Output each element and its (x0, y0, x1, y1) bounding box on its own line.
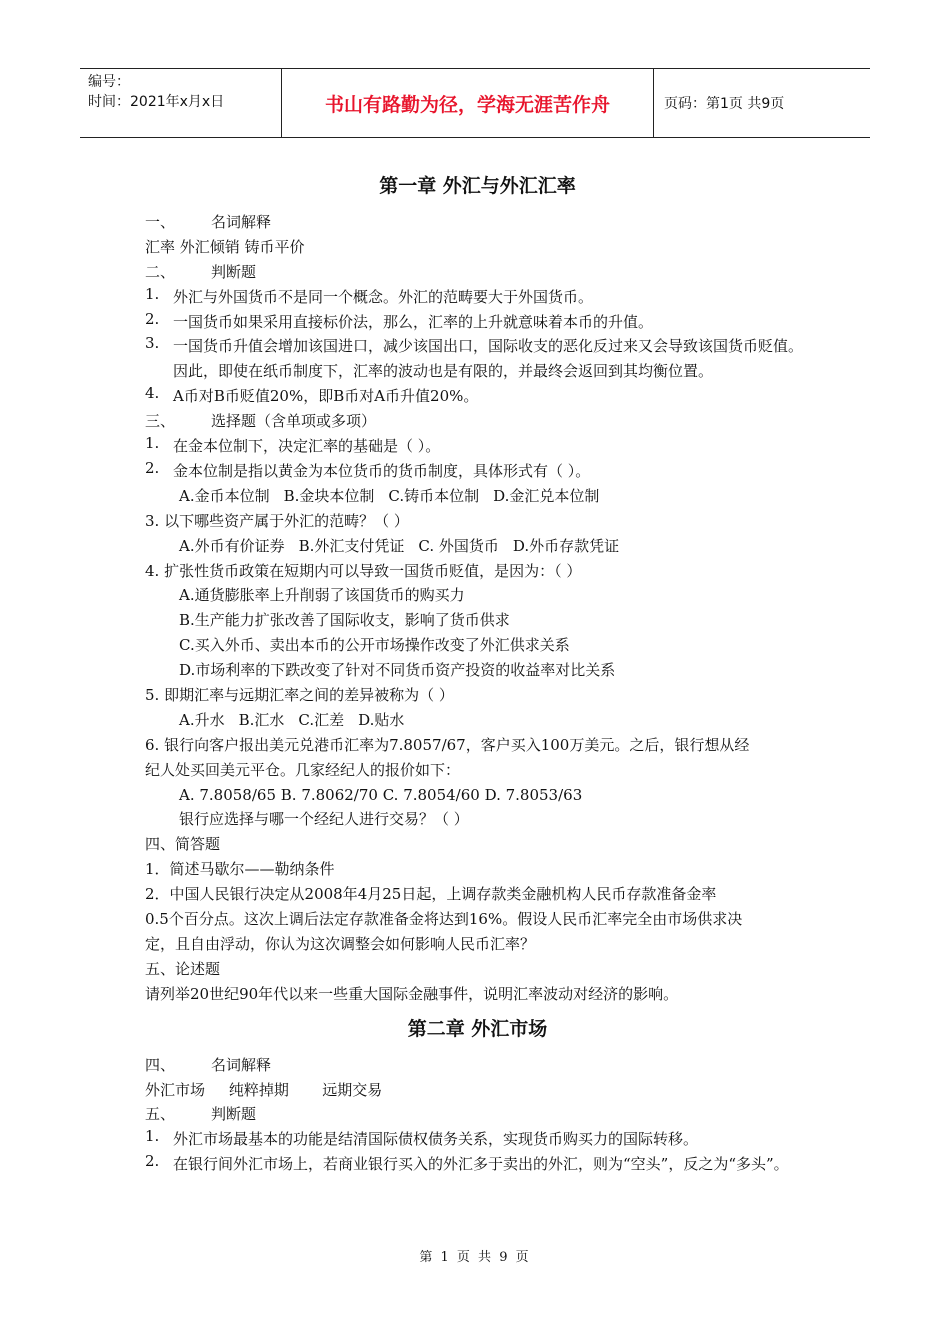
choice-item: 3. 以下哪些资产属于外汇的范畴？（ ） (145, 511, 409, 530)
choice-options: A.外币有价证券 B.外汇支付凭证 C. 外国货币 D.外币存款凭证 (179, 536, 620, 555)
short-answer-item: 2．中国人民银行决定从2008年4月25日起，上调存款类金融机构人民币存款准备金率 (145, 885, 717, 904)
judge-item: 2. 一国货币如果采用直接标价法，那么，汇率的上升就意味着本币的升值。 (145, 309, 654, 331)
time-label: 时间：2021年x月x日 (88, 94, 225, 110)
chapter2-title: 第二章 外汇市场 (407, 1017, 548, 1040)
section-heading: 三、 选择题（含单项或多项） (145, 412, 377, 431)
short-answer-cont: 0.5个百分点。这次上调后法定存款准备金将达到16%。假设人民币汇率完全由市场供求决 (145, 910, 743, 929)
choice-option: A.通货膨胀率上升削弱了该国货币的购买力 (179, 586, 465, 605)
section-heading: 二、 判断题 (145, 262, 257, 281)
essay-item: 请列举20世纪90年代以来一些重大国际金融事件，说明汇率波动对经济的影响。 (145, 984, 679, 1003)
short-answer-item: 1．简述马歇尔——勒纳条件 (145, 860, 335, 879)
header-meta (80, 69, 282, 137)
judge-item: 4. A币对B币贬值20%，即B币对A币升值20%。 (145, 384, 479, 406)
choice-item: 1. 在金本位制下，决定汇率的基础是（ ）。 (145, 434, 441, 456)
choice-option: B.生产能力扩张改善了国际收支，影响了货币供求 (179, 611, 510, 630)
terms: 汇率 外汇倾销 铸币平价 (145, 237, 305, 256)
section-heading: 五、 判断题 (145, 1105, 257, 1124)
motto: 书山有路勤为径，学海无涯苦作舟 (282, 69, 654, 137)
judge-item: 1. 外汇与外国货币不是同一个概念。外汇的范畴要大于外国货币。 (145, 284, 594, 306)
judge-item: 2. 在银行间外汇市场上，若商业银行买入的外汇多于卖出的外汇，则为“空头”，反之为“多头”。 (145, 1152, 789, 1174)
terms: 外汇市场 纯粹掉期 远期交易 (145, 1080, 383, 1099)
judge-item: 3. 一国货币升值会增加该国进口，减少该国出口，国际收支的恶化反过来又会导致该国货币贬值。因此，即使在纸币制度下，汇率的波动也是有限的，并最终会返回到其均衡位置。 (145, 334, 804, 381)
section-heading: 一、 名词解释 (145, 213, 272, 231)
page-footer: 第 1 页 共 9 页 (419, 1250, 531, 1265)
section-heading: 五、论述题 (145, 959, 221, 978)
choice-item: 2. 金本位制是指以黄金为本位货币的货币制度，具体形式有（ ）。 (145, 459, 591, 480)
section-heading: 四、简答题 (145, 835, 221, 854)
page-header (80, 68, 870, 138)
choice-question: 银行应选择与哪一个经纪人进行交易？（ ） (179, 810, 469, 829)
code-label: 编号： (88, 74, 130, 90)
choice-options: A.升水 B.汇水 C.汇差 D.贴水 (179, 710, 405, 729)
choice-item: 5. 即期汇率与远期汇率之间的差异被称为（ ） (145, 686, 454, 705)
choice-item: 4. 扩张性货币政策在短期内可以导致一国货币贬值，是因为：（ ） (145, 561, 582, 580)
judge-item: 1. 外汇市场最基本的功能是结清国际债权债务关系，实现货币购买力的国际转移。 (145, 1127, 699, 1149)
section-heading: 四、 名词解释 (145, 1055, 272, 1074)
page-label: 页码：第1页 共9页 (664, 96, 785, 112)
choice-options: A. 7.8058/65 B. 7.8062/70 C. 7.8054/60 D. 7.8053/63 (179, 785, 583, 804)
short-answer-cont: 定，且自由浮动，你认为这次调整会如何影响人民币汇率？ (145, 934, 536, 953)
choice-option: D.市场利率的下跌改变了针对不同货币资产投资的收益率对比关系 (179, 661, 616, 680)
choice-option: C.买入外币、卖出本币的公开市场操作改变了外汇供求关系 (179, 636, 570, 655)
chapter1-title: 第一章 外汇与外汇汇率 (379, 175, 576, 197)
choice-item: 6. 银行向客户报出美元兑港币汇率为7.8057/67，客户买入100万美元。之后，银行想从经 (145, 735, 750, 754)
document-body (145, 170, 810, 1177)
choice-options: A.金币本位制 B.金块本位制 C.铸币本位制 D.金汇兑本位制 (179, 486, 600, 505)
choice-item-cont: 纪人处买回美元平仓。几家经纪人的报价如下： (145, 760, 461, 779)
